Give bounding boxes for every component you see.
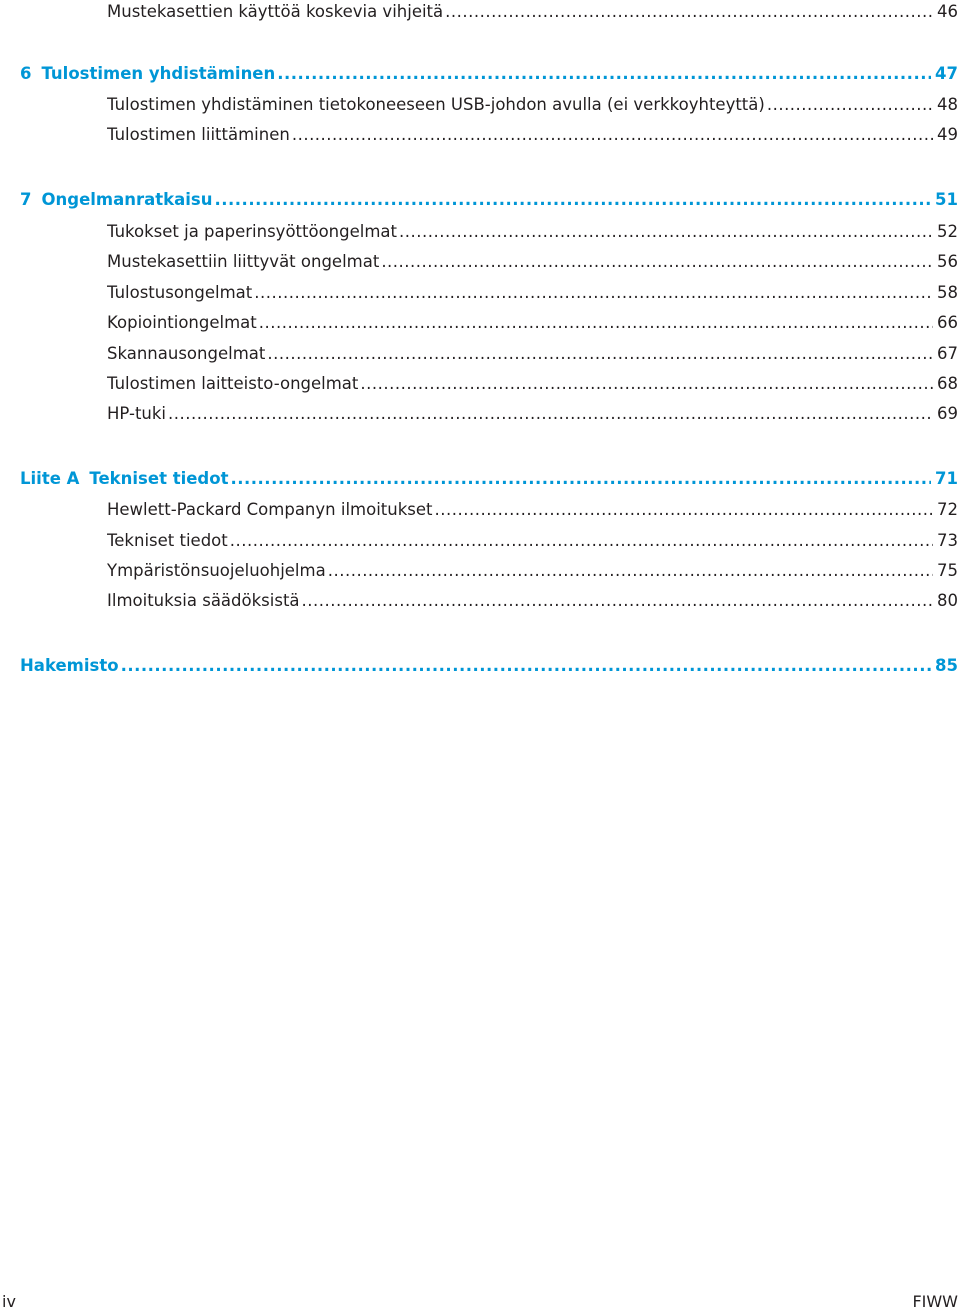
dot-leader — [399, 222, 933, 241]
chapter-page: 51 — [935, 190, 958, 209]
toc-entry-title: HP-tuki — [107, 404, 167, 423]
toc-entry[interactable] — [107, 374, 958, 393]
toc-entry-page: 68 — [937, 374, 958, 393]
toc-entry-page: 58 — [937, 283, 958, 302]
toc-entry-page: 73 — [937, 531, 958, 550]
page-number: iv — [2, 1292, 16, 1311]
toc-entry[interactable] — [107, 531, 958, 550]
toc-entry-page: 48 — [937, 95, 958, 114]
toc-entry-title: Mustekasettien käyttöä koskevia vihjeitä — [107, 2, 444, 21]
dot-leader — [259, 313, 933, 332]
toc-entry-title: Hewlett-Packard Companyn ilmoitukset — [107, 500, 433, 519]
dot-leader — [360, 374, 933, 393]
toc-entry-title: Ympäristönsuojeluohjelma — [107, 561, 326, 580]
dot-leader — [445, 2, 933, 21]
toc-entry[interactable] — [107, 283, 958, 302]
toc-entry-page: 69 — [937, 404, 958, 423]
toc-entry-title: Skannausongelmat — [107, 344, 266, 363]
chapter-title: Ongelmanratkaisu — [41, 190, 213, 209]
toc-entry[interactable] — [107, 561, 958, 580]
dot-leader — [381, 252, 933, 271]
toc-entry[interactable] — [107, 252, 958, 271]
dot-leader — [230, 531, 933, 550]
toc-entry-title: Tulostimen yhdistäminen tietokoneeseen USB-johdon avulla (ei verkkoyhteyttä) — [107, 95, 765, 114]
appendix-page: 71 — [935, 469, 958, 488]
dot-leader — [254, 283, 933, 302]
chapter-number: 7 — [20, 190, 32, 209]
toc-entry[interactable] — [107, 404, 958, 423]
toc-entry[interactable] — [107, 313, 958, 332]
dot-leader — [328, 561, 933, 580]
appendix-title: Tekniset tiedot — [89, 469, 229, 488]
toc-index[interactable] — [20, 656, 958, 675]
dot-leader — [214, 190, 931, 209]
index-page: 85 — [935, 656, 958, 675]
toc-chapter-7[interactable] — [20, 190, 958, 209]
locale-code: FIWW — [912, 1292, 958, 1311]
toc-entry-title: Tulostusongelmat — [107, 283, 253, 302]
toc-entry[interactable] — [107, 500, 958, 519]
toc-entry-title: Kopiointiongelmat — [107, 313, 257, 332]
toc-entry-page: 72 — [937, 500, 958, 519]
dot-leader — [292, 125, 933, 144]
toc-entry-page: 49 — [937, 125, 958, 144]
toc-chapter-6[interactable] — [20, 64, 958, 83]
chapter-title: Tulostimen yhdistäminen — [41, 64, 276, 83]
toc-entry[interactable] — [107, 344, 958, 363]
toc-entry-page: 80 — [937, 591, 958, 610]
toc-entry-page: 75 — [937, 561, 958, 580]
dot-leader — [434, 500, 933, 519]
toc-entry-page: 67 — [937, 344, 958, 363]
toc-entry[interactable] — [107, 2, 958, 21]
toc-entry[interactable] — [107, 125, 958, 144]
dot-leader — [267, 344, 933, 363]
toc-entry-title: Tulostimen liittäminen — [107, 125, 290, 144]
toc-entry-page: 46 — [937, 2, 958, 21]
dot-leader — [277, 64, 931, 83]
appendix-label: Liite A — [20, 469, 80, 488]
dot-leader — [767, 95, 933, 114]
toc-entry-page: 52 — [937, 222, 958, 241]
dot-leader — [121, 656, 931, 675]
toc-entry-title: Mustekasettiin liittyvät ongelmat — [107, 252, 380, 271]
toc-entry-page: 56 — [937, 252, 958, 271]
dot-leader — [168, 404, 933, 423]
chapter-page: 47 — [935, 64, 958, 83]
toc-entry-title: Tukokset ja paperinsyöttöongelmat — [107, 222, 397, 241]
dot-leader — [302, 591, 933, 610]
toc-appendix-a[interactable] — [20, 469, 958, 488]
dot-leader — [230, 469, 931, 488]
index-title: Hakemisto — [20, 656, 119, 675]
chapter-number: 6 — [20, 64, 32, 83]
toc-entry[interactable] — [107, 95, 958, 114]
toc-entry-page: 66 — [937, 313, 958, 332]
toc-entry[interactable] — [107, 591, 958, 610]
toc-entry-title: Tekniset tiedot — [107, 531, 228, 550]
toc-entry-title: Tulostimen laitteisto-ongelmat — [107, 374, 359, 393]
toc-entry-title: Ilmoituksia säädöksistä — [107, 591, 300, 610]
toc-entry[interactable] — [107, 222, 958, 241]
